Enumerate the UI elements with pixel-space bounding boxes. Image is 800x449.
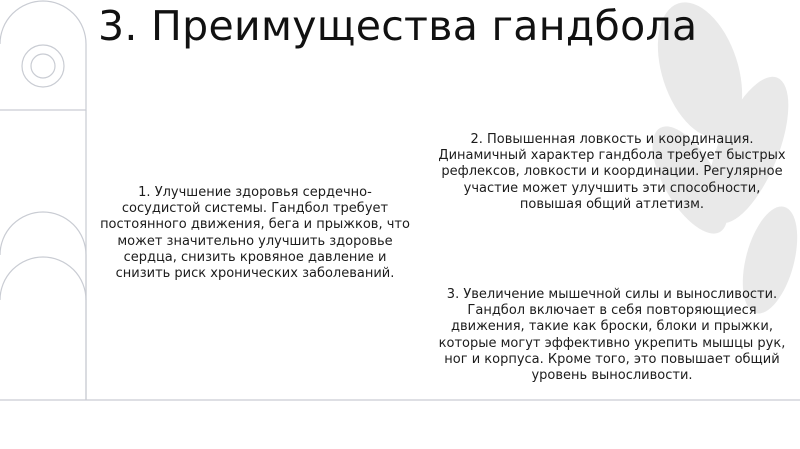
- middle-arch-outline: [0, 212, 86, 300]
- top-arch-outline: [0, 1, 86, 110]
- benefit-agility: 2. Повышенная ловкость и координация. Динамичный характер гандбола требует быстрых рефлексов, ловкости и координации. Регулярное участие может улучшить эти способности, повышая общий атлетизм.: [438, 132, 786, 212]
- benefit-strength: 3. Увеличение мышечной силы и выносливости. Гандбол включает в себя повторяющиеся движения, такие как броски, блоки и прыжки, которые могут эффективно укрепить мышцы рук, ног и корпуса. Кроме того, это повышает общий уровень выносливости.: [438, 287, 786, 384]
- top-circle-inner-outline: [31, 54, 55, 78]
- benefit-cardiovascular: 1. Улучшение здоровья сердечно-сосудистой системы. Гандбол требует постоянного движения, бега и прыжков, что может значительно улучшить здоровье сердца, снизить кровяное давление и снизить риск хронических заболеваний.: [100, 185, 410, 282]
- bottom-arch-outline: [0, 257, 86, 400]
- top-circle-outline: [22, 45, 64, 87]
- slide-title: 3. Преимущества гандбола: [98, 2, 698, 50]
